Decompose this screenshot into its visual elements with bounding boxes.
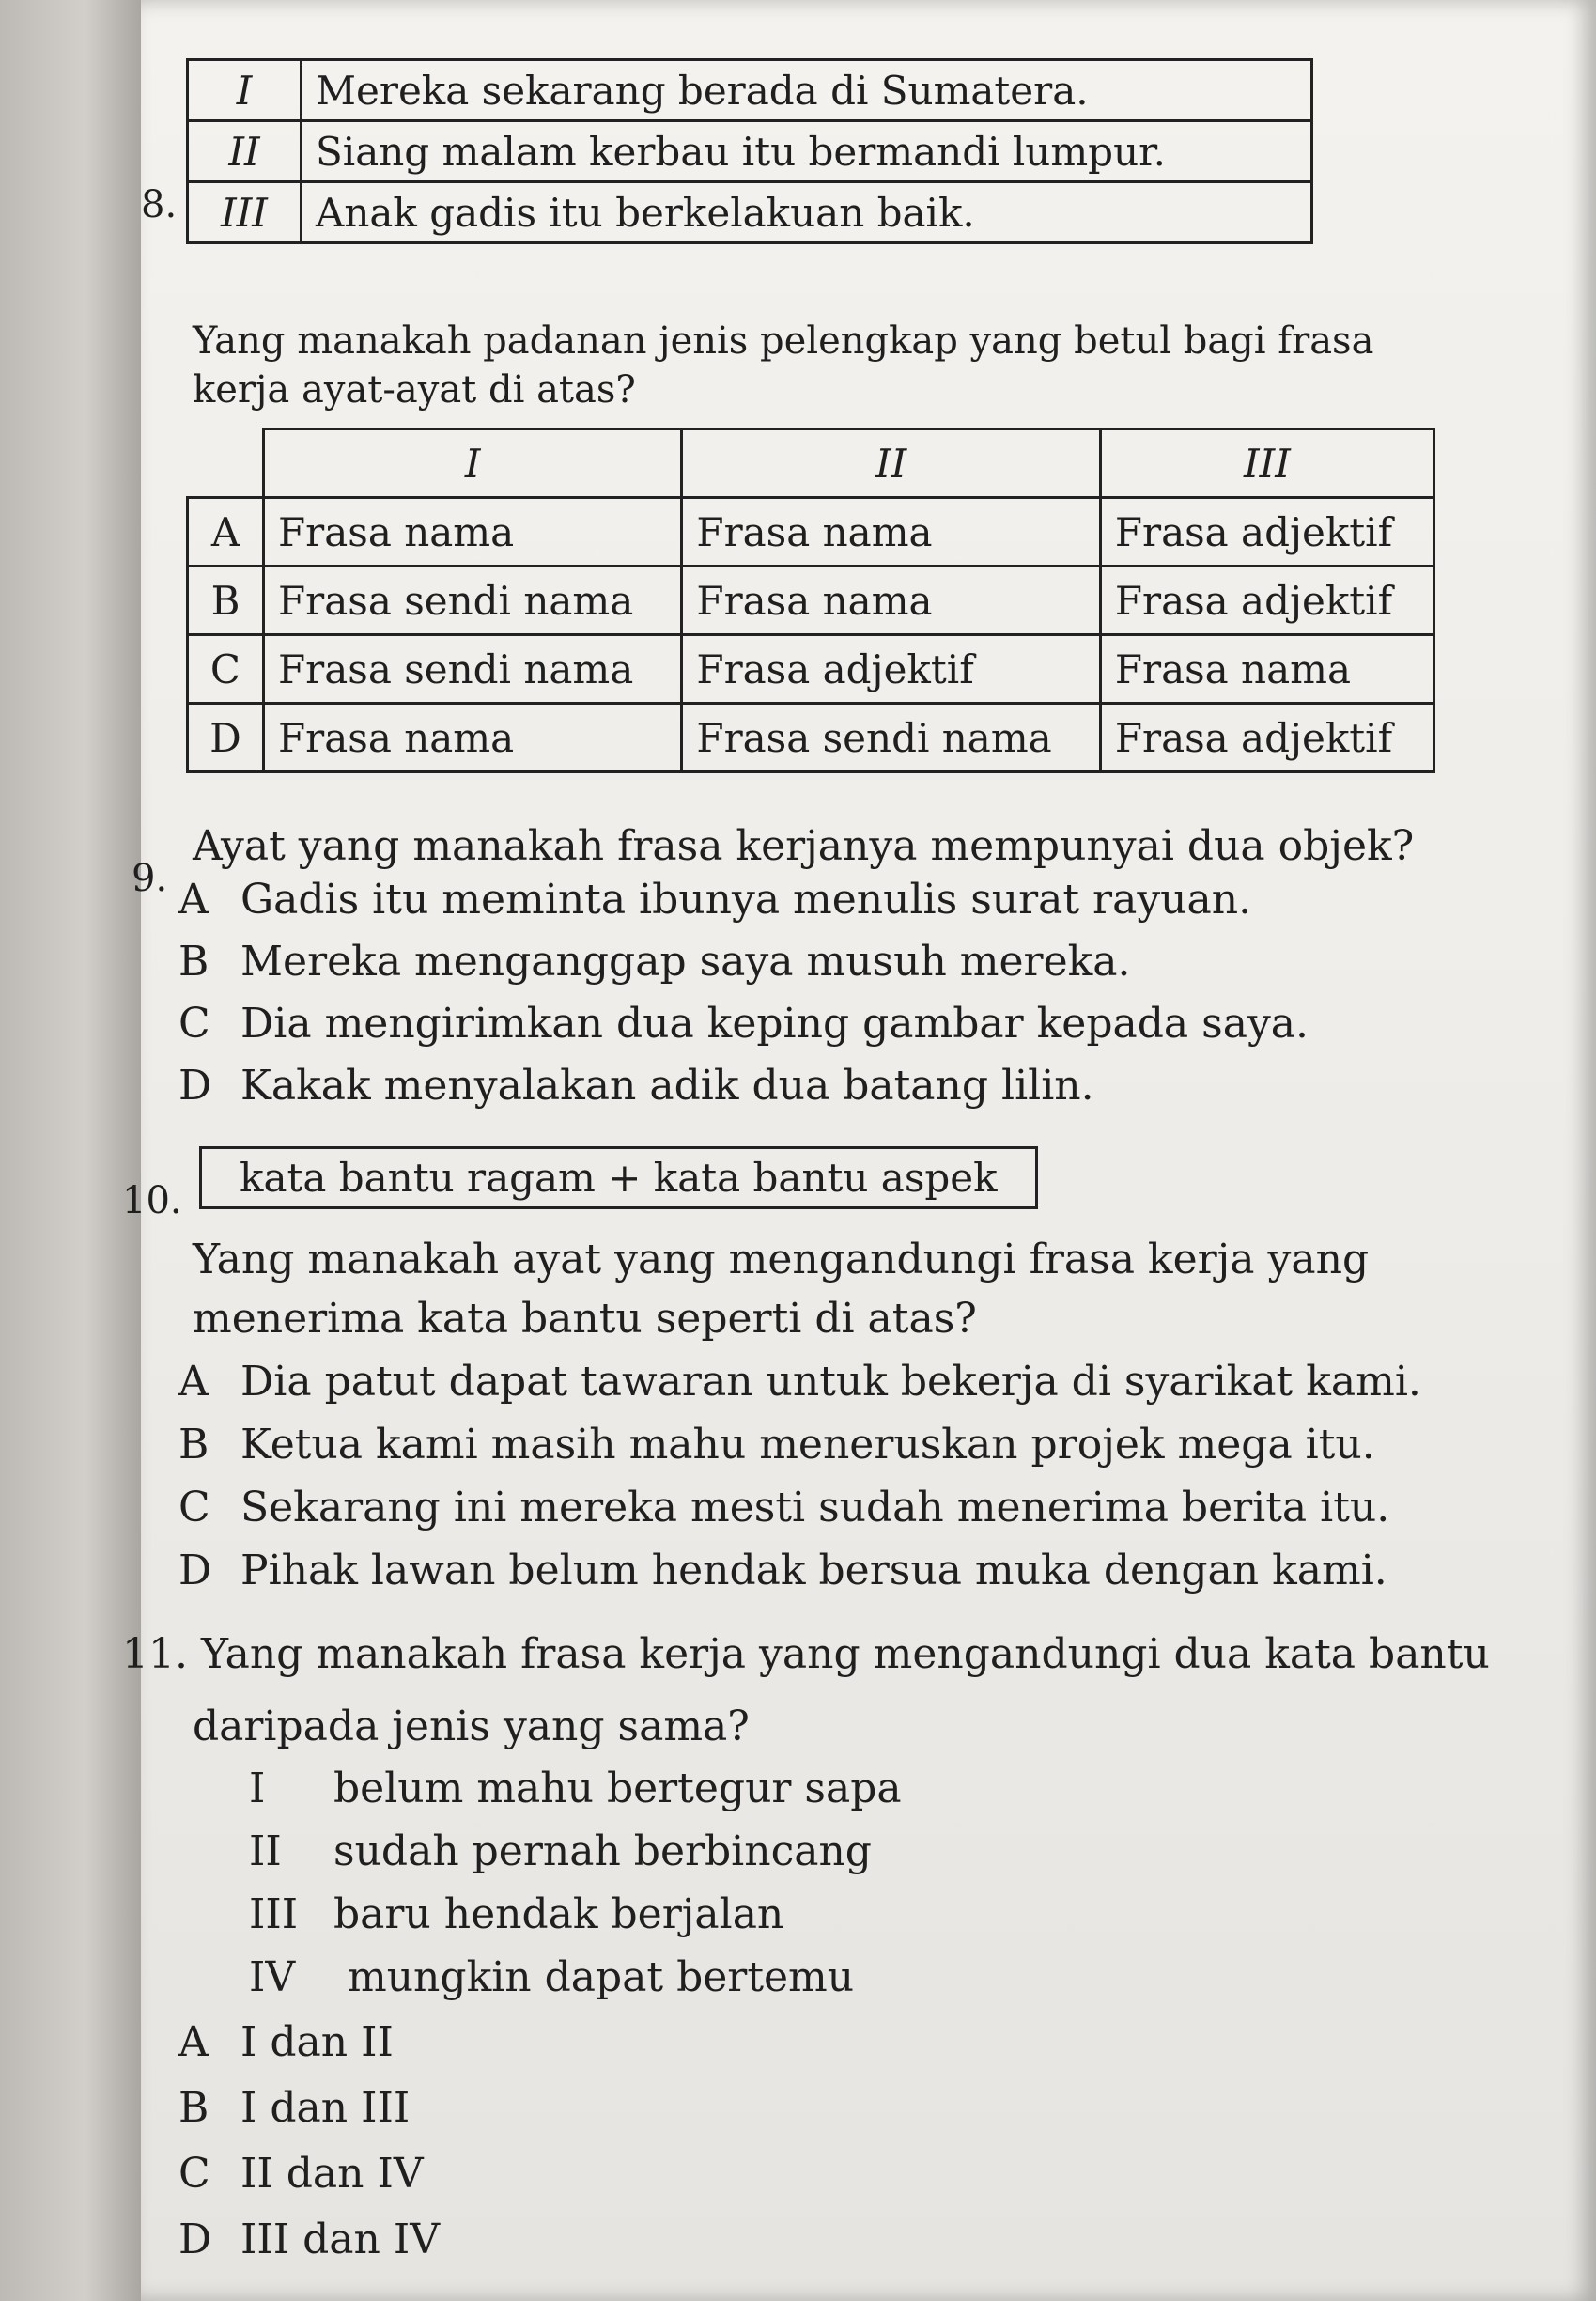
q11-option-letter: B (178, 2084, 209, 2132)
q10-option-text: Sekarang ini mereka mesti sudah menerima berita itu. (240, 1484, 1390, 1531)
q8-header-cell: I (264, 429, 682, 498)
q11-option-letter: A (178, 2018, 209, 2066)
q10-option-text: Dia patut dapat tawaran untuk bekerja di syarikat kami. (240, 1358, 1421, 1406)
q10-option (178, 1421, 1375, 1469)
q8-answer-cell: Frasa adjektif (1100, 704, 1433, 772)
q8-answer-cell: Frasa sendi nama (264, 635, 682, 704)
q8-statement-text: Siang malam kerbau itu bermandi lumpur. (302, 121, 1312, 182)
q11-number: 11. (122, 1630, 188, 1678)
q11-question-line2: daripada jenis yang sama? (193, 1702, 750, 1750)
q9-option (178, 1062, 1094, 1110)
q9-option-text: Dia mengirimkan dua keping gambar kepada saya. (240, 1000, 1309, 1048)
q10-question-line2: menerima kata bantu seperti di atas? (193, 1295, 977, 1343)
q9-option (178, 1000, 1309, 1048)
q8-answer-cell: Frasa nama (682, 567, 1100, 635)
q8-answer-header-row (188, 429, 1434, 498)
q8-answer-cell: Frasa sendi nama (682, 704, 1100, 772)
q8-statement-text: Anak gadis itu berkelakuan baik. (302, 182, 1312, 243)
q8-option-letter: D (188, 704, 264, 772)
q9-option (178, 876, 1251, 924)
q10-option-text: Pihak lawan belum hendak bersua muka dengan kami. (240, 1547, 1387, 1594)
q8-question-line2: kerja ayat-ayat di atas? (193, 368, 636, 412)
q8-answer-row (188, 635, 1434, 704)
q8-answer-cell: Frasa sendi nama (264, 567, 682, 635)
q8-roman: III (188, 182, 302, 243)
q8-statement-row (188, 182, 1312, 243)
q10-number: 10. (122, 1179, 182, 1222)
q11-option (178, 2215, 440, 2263)
q11-option-text: III dan IV (240, 2215, 441, 2263)
q8-header-cell: III (1100, 429, 1433, 498)
q10-formula-box: kata bantu ragam + kata bantu aspek (199, 1146, 1038, 1209)
q8-question-line1: Yang manakah padanan jenis pelengkap yang betul bagi frasa (193, 319, 1374, 363)
q10-option-letter: A (178, 1358, 209, 1406)
q8-statement-row (188, 60, 1312, 121)
q11-item (249, 1765, 902, 1812)
q9-option-letter: D (178, 1062, 212, 1110)
q8-option-letter: B (188, 567, 264, 635)
q11-option-letter: D (178, 2215, 212, 2263)
q9-option-text: Gadis itu meminta ibunya menulis surat rayuan. (240, 876, 1252, 924)
q11-item-roman: III (249, 1890, 299, 1938)
q8-answer-cell: Frasa nama (264, 704, 682, 772)
q11-question-text: Yang manakah frasa kerja yang mengandungi dua kata bantu (200, 1630, 1490, 1678)
q11-item-roman: I (249, 1765, 266, 1812)
q11-item-text: baru hendak berjalan (333, 1890, 784, 1938)
q9-number: 9. (132, 857, 168, 900)
q8-answer-cell: Frasa nama (1100, 635, 1433, 704)
q8-answer-row (188, 498, 1434, 567)
q8-statement-text: Mereka sekarang berada di Sumatera. (302, 60, 1312, 121)
q10-option (178, 1358, 1421, 1406)
q11-item (249, 1890, 783, 1938)
q8-answer-table (186, 428, 1435, 773)
left-page-edge (0, 0, 141, 2301)
q8-roman: I (188, 60, 302, 121)
q8-roman: II (188, 121, 302, 182)
q8-answer-row (188, 704, 1434, 772)
q8-statement-row (188, 121, 1312, 182)
q11-item (249, 1827, 872, 1875)
q11-item-roman: IV (249, 1953, 296, 2001)
q10-option-letter: D (178, 1547, 212, 1594)
q8-number: 8. (141, 183, 178, 226)
q10-option-letter: C (178, 1484, 210, 1531)
q11-question-line1 (122, 1630, 1490, 1678)
q11-option-text: II dan IV (240, 2150, 424, 2198)
q8-option-letter: C (188, 635, 264, 704)
q8-answer-cell: Frasa adjektif (1100, 567, 1433, 635)
q10-option (178, 1484, 1389, 1531)
q11-item-text: belum mahu bertegur sapa (333, 1765, 902, 1812)
q11-item (249, 1953, 854, 2001)
q10-option-text: Ketua kami masih mahu meneruskan projek mega itu. (240, 1421, 1375, 1469)
q10-question-line1: Yang manakah ayat yang mengandungi frasa kerja yang (193, 1236, 1370, 1283)
q8-option-letter: A (188, 498, 264, 567)
q11-item-text: mungkin dapat bertemu (348, 1953, 855, 2001)
q11-item-text: sudah pernah berbincang (333, 1827, 872, 1875)
q8-answer-cell: Frasa nama (682, 498, 1100, 567)
q9-question: Ayat yang manakah frasa kerjanya mempunyai dua objek? (193, 822, 1415, 870)
q9-option-letter: B (178, 938, 209, 986)
q8-answer-row (188, 567, 1434, 635)
q10-option (178, 1547, 1387, 1594)
exam-page (122, 0, 1596, 2301)
q9-option (178, 938, 1131, 986)
q9-option-letter: A (178, 876, 209, 924)
q11-option (178, 2150, 424, 2198)
q11-option (178, 2018, 394, 2066)
q8-header-cell: II (682, 429, 1100, 498)
q11-option-text: I dan II (240, 2018, 394, 2066)
q10-option-letter: B (178, 1421, 209, 1469)
q8-answer-cell: Frasa nama (264, 498, 682, 567)
q11-option-letter: C (178, 2150, 210, 2198)
q8-answer-cell: Frasa adjektif (1100, 498, 1433, 567)
q11-option-text: I dan III (240, 2084, 411, 2132)
q9-option-text: Mereka menganggap saya musuh mereka. (240, 938, 1131, 986)
q9-option-text: Kakak menyalakan adik dua batang lilin. (240, 1062, 1094, 1110)
q11-item-roman: II (249, 1827, 282, 1875)
q9-option-letter: C (178, 1000, 210, 1048)
q8-statement-table (186, 58, 1313, 244)
q8-header-blank (188, 429, 264, 498)
q8-answer-cell: Frasa adjektif (682, 635, 1100, 704)
q11-option (178, 2084, 410, 2132)
